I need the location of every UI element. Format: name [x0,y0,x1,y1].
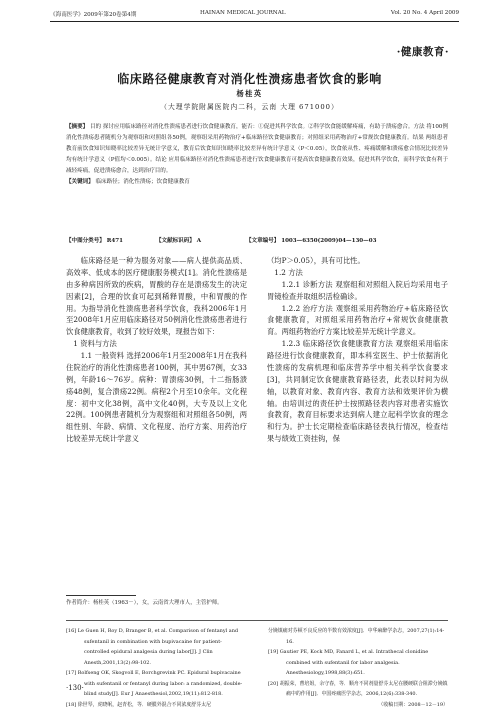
heading-1-2: 1.2 方法 [267,267,448,279]
footnote-rule [66,595,136,596]
text-1-2-1: 观察组和对照组入院后均采用电子胃镜检查并取组织活检确诊。 [267,280,448,301]
references-rule [66,620,448,621]
references-right [268,626,448,710]
article-title: 临床路径健康教育对消化性溃疡患者饮食的影响 [0,70,499,87]
reference-item: [16] Le Guen H, Roy D, Branger B, et al. Comparison of fentanyl and sufentanil in combination with bupivacaine for patient-controlled epidural analgesia during labor[J]. J Clin Anesth,2001,13(2):98-102. [66,626,246,668]
abstract-text: 目的 探讨应用临床路径对消化性溃疡患者进行饮食健康教育，能否：①促进其科学饮食。②科学饮食能缓解疼痛，有助于溃疡愈合。方法 将100例消化性溃疡患者随机分为观察组和对照组各50例，观察组采用药物治疗+临床路径饮食健康教育；对照组采用药物治疗+常规饮食健康教育。结果 两组患者教育前饮食知识知晓率比较差异无统计学意义，教育后饮食知识知晓率比较差异有统计学意义（P＜0.05），饮食依从性、疼痛缓解和溃疡愈合情况比较差异均有统计学意义（P值均＜0.005）。结论 应用临床路径对消化性溃疡患者进行饮食健康教育可提高饮食健康教育效果，促进其科学饮食，而科学饮食有利于减轻疼痛，促进溃疡愈合，达到治疗目的。 [66,124,448,174]
text-1-2-3: 观察组采用临床路径进行饮食健康教育，即本科室医生、护士依据消化性溃疡的发病机理和临床营养学中相关科学饮食要求[3]，共同制定饮食健康教育路径表，此表以时间为纵轴，以教育对象、教育内容、教育方法和效果评价为横轴。由培训过的责任护士按照路径表内容对患者实施饮食教育，教育目标要求达到病人建立起科学饮食的理念和行为。护士长定期检查临床路径表执行情况，检查结果与绩效工资挂钩，保 [267,339,448,443]
header-journal-en: HAINAN MEDICAL JOURNAL [200,10,285,16]
reference-item: [17] Rolfseng OK, Skogvoll E, Borchgrevink PC. Epidural bupivacaine with sufentanil or fentanyl during labor: a randomized, double-blind study[J]. Eur J Anaesthesiol,2002,19(11):812-818. [66,668,246,700]
paragraph-1-1 [66,350,247,445]
affiliation: （大理学院附属医院内二科，云南 大理 671000） [0,101,499,111]
heading-1-2-3: 1.2.3 临床路径饮食健康教育方法 [282,339,393,348]
body-column-left [66,255,247,445]
reference-item: [19] Gautier PE, Kock MD, Fanard L, et al. Intrathecal clonidine combined with sufentanil for labor analgesia. Anesthesiology,1998,88(3):651. [268,647,448,679]
paragraph-1-2-1 [267,279,448,303]
paragraph-1-1-cont: （均P＞0.05），具有可比性。 [267,255,448,267]
heading-1-1: 1.1 一般资料 [81,351,125,360]
paragraph-1-2-2 [267,303,448,339]
body-column-right [267,255,448,445]
keywords-label: 【关键词】 [66,179,94,185]
reference-item: [18] 徐世琴，虎晓岷，赵青松，等．硬膜外混合不同浓度舒芬太尼 [66,700,246,710]
doc-code: 【文献标识码】 A [156,236,201,244]
heading-1-2-2: 1.2.2 治疗方法 [282,304,334,313]
text-1-2-2: 观察组采用药物治疗+临床路径饮食健康教育，对照组采用药物治疗+常规饮食健康教育。两组药物治疗方案比较差异无统计学意义。 [267,304,448,337]
keywords: 临床路径；消化性溃疡；饮食健康教育 [94,179,190,185]
article-meta [66,236,448,246]
author: 杨桂英 [0,89,499,99]
reference-item: 分娩镇痛对芬顿不良反应的半数有效浓度[J]．中华麻醉学杂志，2007,27(1):14-16. [268,626,448,647]
header-rule [50,21,459,22]
abstract-label: 【摘要】 [66,124,88,130]
paragraph-1-2-3 [267,338,448,445]
clc-number: 【中图分类号】 R471 [66,236,123,244]
section-tag: ·健康教育· [397,44,449,59]
running-header [50,10,459,23]
received-date: （收稿日期：2008－12－19） [268,700,448,710]
text-1-1: 选择2006年1月至2008年1月在我科住院治疗的消化性溃疡患者100例，其中男67例，女33例，年龄16～76岁。病种：胃溃疡30例，十二指肠溃疡48例，复合溃疡22例。病程2个月至10余年。文化程度：初中文化38例，高中文化40例，大专及以上文化22例。100例患者随机分为观察组和对照组各50例，两组性别、年龄、病情、文化程度、治疗方案、用药治疗比较差异无统计学意义 [66,351,247,443]
header-journal-cn: 《海南医学》2009年第20卷第4期 [50,10,136,18]
intro-paragraph: 临床路径是一种为服务对象——病人提供高品质、高效率、低成本的医疗健康服务模式[1]。消化性溃疡是由多种病因所致的疾病，胃酸的存在是溃疡发生的决定因素[2]，合理的饮食可起到稀释胃酸，中和胃酸的作用。为指导消化性溃疡患者科学饮食，我科2006年1月至2008年1月应用临床路径对50例消化性溃疡患者进行饮食健康教育，收到了较好效果，现报告如下： [66,255,247,338]
abstract [66,122,448,189]
article-number: 【文章编号】 1003—6350(2009)04—130—03 [246,236,376,244]
author-footnote: 作者简介：杨桂英（1963－），女，云南省大理市人，主管护师。 [66,598,223,606]
page-number: ·130· [66,684,84,692]
reference-item: [20] 胡振荣，曹培姐，余守春，等．顺舟不同剂量舒芬太尼在腰硬联合阻滞分娩镇痛中的作用[J]．中国疼痛医学杂志，2006,12(6):338-340. [268,679,448,700]
references-left [66,626,246,710]
header-volume: Vol. 20 No. 4 April 2009 [391,10,459,16]
section-heading-1: 1 资料与方法 [66,338,247,350]
heading-1-2-1: 1.2.1 诊断方法 [282,280,333,289]
